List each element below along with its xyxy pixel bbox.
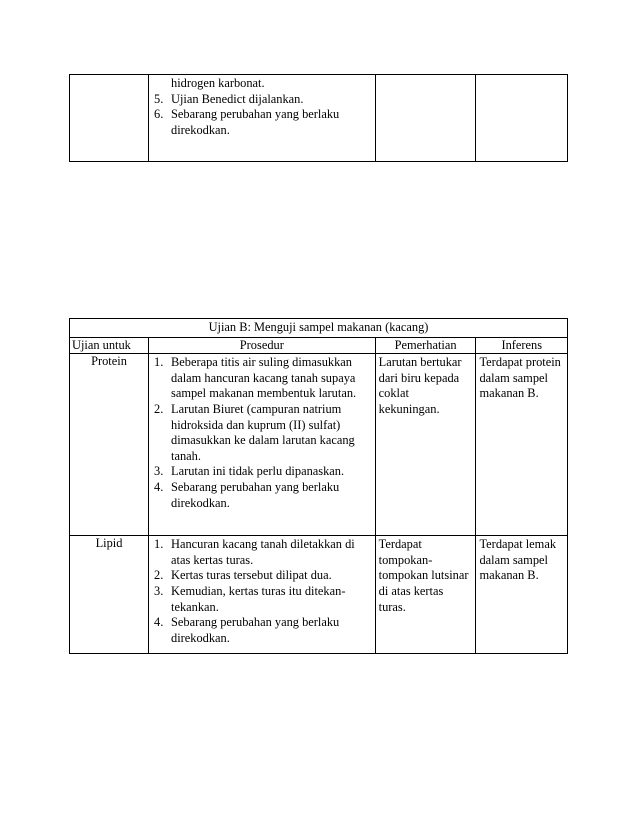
table-caption-row xyxy=(70,319,568,338)
header-observation: Pemerhatian xyxy=(375,337,476,354)
procedure-steps xyxy=(151,537,373,646)
table-row xyxy=(70,354,568,536)
procedure-step: 2. Larutan Biuret (campuran natrium hidroksida dan kuprum (II) sulfat) dimasukkan ke dalam larutan kacang tanah. xyxy=(154,401,355,463)
procedure-step: 3. Larutan ini tidak perlu dipanaskan. xyxy=(154,464,345,479)
procedure-steps xyxy=(151,92,373,139)
procedure-continued-text: hidrogen karbonat. xyxy=(171,76,265,90)
header-test: Ujian untuk xyxy=(70,337,149,354)
continuation-table xyxy=(69,74,568,162)
test-b-table xyxy=(69,318,568,654)
test-cell xyxy=(70,75,149,162)
header-inference: Inferens xyxy=(476,337,568,354)
procedure-step: 4. Sebarang perubahan yang berlaku direkodkan. xyxy=(154,615,340,645)
observation-cell: Larutan bertukar dari biru kepada coklat kekuningan. xyxy=(375,354,476,536)
inference-cell: Terdapat lemak dalam sampel makanan B. xyxy=(476,536,568,654)
procedure-cell xyxy=(149,536,376,654)
inference-cell: Terdapat protein dalam sampel makanan B. xyxy=(476,354,568,536)
procedure-step: 1. Beberapa titis air suling dimasukkan dalam hancuran kacang tanah supaya sampel makanan membentuk larutan. xyxy=(154,355,357,401)
inference-cell xyxy=(476,75,568,162)
observation-cell xyxy=(375,75,476,162)
procedure-step: 6. Sebarang perubahan yang berlaku direkodkan. xyxy=(154,107,340,137)
test-cell: Protein xyxy=(70,354,149,536)
table-row xyxy=(70,75,568,162)
test-cell: Lipid xyxy=(70,536,149,654)
table-header-row xyxy=(70,337,568,354)
procedure-cell xyxy=(149,75,376,162)
header-procedure: Prosedur xyxy=(149,337,376,354)
table-caption: Ujian B: Menguji sampel makanan (kacang) xyxy=(70,319,568,338)
procedure-cell xyxy=(149,354,376,536)
procedure-steps xyxy=(151,355,373,511)
procedure-step: 3. Kemudian, kertas turas itu ditekan-tekankan. xyxy=(154,583,346,614)
procedure-step: 1. Hancuran kacang tanah diletakkan di atas kertas turas. xyxy=(154,537,355,567)
table-row xyxy=(70,536,568,654)
procedure-step: 5. Ujian Benedict dijalankan. xyxy=(154,91,304,106)
procedure-step: 4. Sebarang perubahan yang berlaku direkodkan. xyxy=(154,479,340,510)
procedure-step: 2. Kertas turas tersebut dilipat dua. xyxy=(154,568,332,583)
observation-cell: Terdapat tompokan-tompokan lutsinar di atas kertas turas. xyxy=(375,536,476,654)
